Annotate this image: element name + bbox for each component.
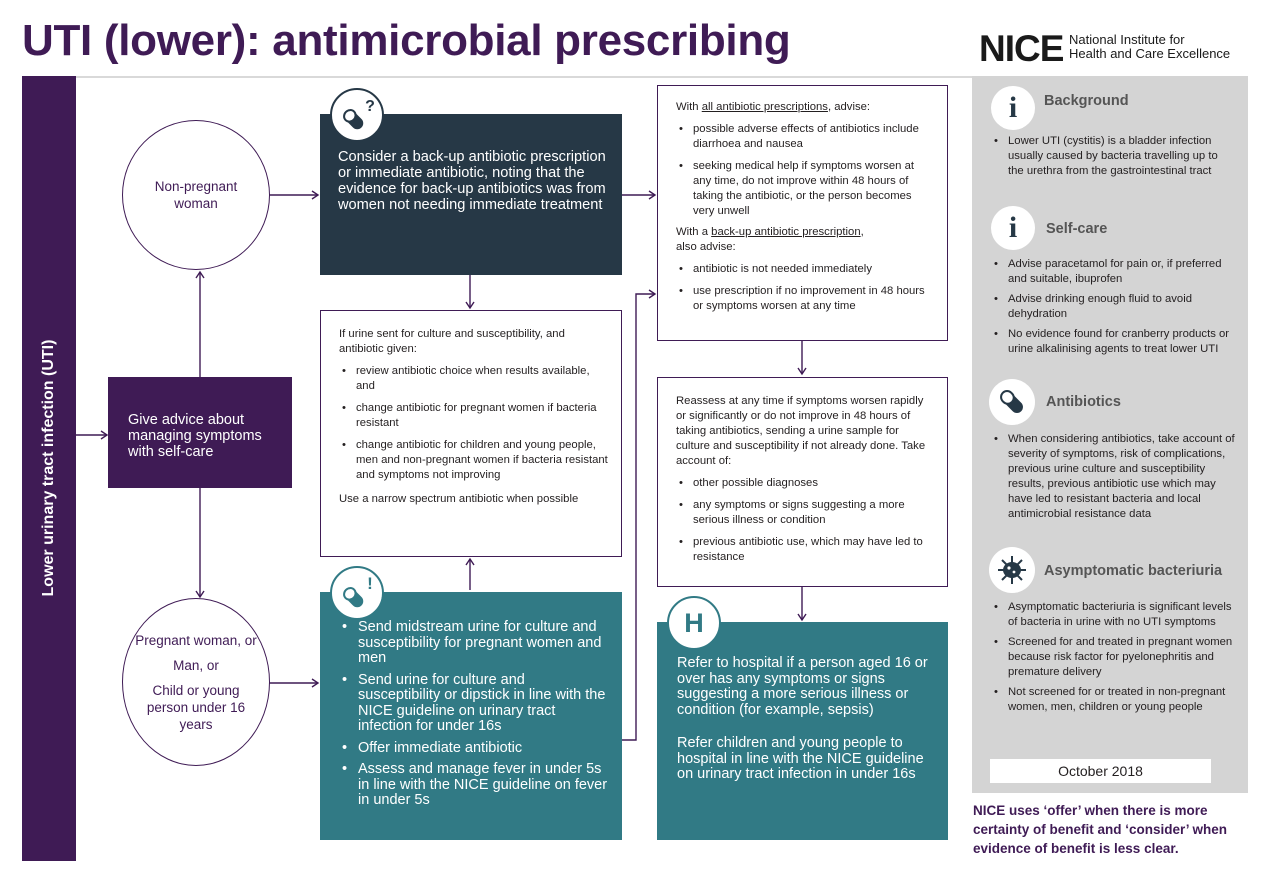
advise-all-item: • seeking medical help if symptoms worsen at any time, do not improve within 48 hours of taking the antibiotic, or the person becomes very unwell <box>676 159 935 219</box>
culture-footer: Use a narrow spectrum antibiotic when possible <box>339 493 579 505</box>
self-care-heading: Self-care <box>1046 221 1108 237</box>
bacteria-icon <box>989 547 1035 593</box>
capsule-icon <box>989 379 1035 425</box>
node-hospital <box>657 622 948 840</box>
send-urine-item: • Offer immediate antibiotic <box>338 741 610 757</box>
send-urine-list <box>338 620 610 809</box>
hospital-icon: H <box>667 596 721 650</box>
backup-text: Consider a back-up antibiotic prescription or immediate antibiotic, noting that the evidence for back-up antibiotics was from women not needing immediate treatment <box>338 149 606 213</box>
culture-intro: If urine sent for culture and susceptibility, and antibiotic given: <box>339 328 565 355</box>
arrow-sendurine-to-advise <box>622 294 655 740</box>
antibiotics-list <box>990 427 1235 522</box>
nice-logo: NICE <box>979 28 1064 69</box>
background-heading: Background <box>1044 93 1129 109</box>
node-culture <box>320 310 622 557</box>
advise-backup-line2: also advise: <box>676 241 736 253</box>
advise-all-list <box>676 122 935 219</box>
date-label: October 2018 <box>990 759 1211 783</box>
non-pregnant-label: Non-pregnant woman <box>154 179 238 211</box>
bacteriuria-item: • Asymptomatic bacteriuria is significant levels of bacteria in urine with no UTI symptoms <box>990 600 1235 630</box>
hospital-para1: Refer to hospital if a person aged 16 or over has any symptoms or signs suggesting a more serious illness or condition (for example, sepsis) <box>677 655 928 718</box>
self-care-info-icon: i <box>991 206 1035 250</box>
node-non-pregnant <box>122 120 270 270</box>
reassess-item: • other possible diagnoses <box>676 476 935 491</box>
advise-all-underline: all antibiotic prescriptions <box>701 101 828 113</box>
self-care-label: Give advice about managing symptoms with self-care <box>128 412 262 460</box>
reassess-intro: Reassess at any time if symptoms worsen rapidly or significantly or do not improve in 48 hours of taking antibiotics, sending a urine sample for culture and susceptibility if not already done. Take account of: <box>676 395 926 467</box>
reassess-item: • previous antibiotic use, which may have led to resistance <box>676 535 935 565</box>
bacteria-svg <box>995 553 1029 587</box>
culture-item: • change antibiotic for children and young people, men and non-pregnant women if bacteria resistant and symptoms not improving <box>339 438 609 483</box>
pregnant-line1: Pregnant woman, or <box>135 632 257 648</box>
side-label: Lower urinary tract infection (UTI) <box>40 339 57 597</box>
culture-item: • review antibiotic choice when results available, and <box>339 364 609 394</box>
advise-all-heading <box>676 100 935 115</box>
bacteriuria-heading: Asymptomatic bacteriuria <box>1044 563 1223 579</box>
pill-exclamation-svg <box>337 573 377 613</box>
culture-list <box>339 364 609 483</box>
advise-backup-item: • use prescription if no improvement in 48 hours or symptoms worsen at any time <box>676 284 935 314</box>
footnote: NICE uses ‘offer’ when there is more certainty of benefit and ‘consider’ when evidence of benefit is less clear. <box>973 803 1228 856</box>
bacteriuria-item: • Not screened for or treated in non-pregnant women, men, children or young people <box>990 685 1235 715</box>
self-care-item: • Advise paracetamol for pain or, if preferred and suitable, ibuprofen <box>990 257 1235 287</box>
advise-all-prefix: With <box>676 101 702 113</box>
antibiotics-heading: Antibiotics <box>1046 394 1121 410</box>
self-care-list <box>990 252 1235 357</box>
reassess-list <box>676 476 935 565</box>
nice-name-line1: National Institute for <box>1069 32 1185 47</box>
node-pregnant <box>122 598 270 766</box>
self-care-item: • Advise drinking enough fluid to avoid dehydration <box>990 292 1235 322</box>
node-advise <box>657 85 948 341</box>
node-self-care <box>108 377 292 488</box>
advise-all-suffix: , advise: <box>827 101 871 113</box>
advise-backup-prefix: With a <box>676 226 712 238</box>
nice-name-line2: Health and Care Excellence <box>1069 46 1231 61</box>
antibiotics-item: • When considering antibiotics, take account of severity of symptoms, risk of complications, previous urine culture and susceptibility results, previous antibiotic use which may have led to resistant bacteria and local antimicrobial resistance data <box>990 432 1235 522</box>
send-urine-item: • Assess and manage fever in under 5s in line with the NICE guideline on fever in under 5s <box>338 762 610 809</box>
pregnant-line2: Man, or <box>173 657 219 673</box>
node-send-urine <box>320 592 622 840</box>
exclamation-mark: ! <box>367 574 373 593</box>
advise-backup-heading <box>676 225 935 240</box>
pregnant-line3: Child or young person under 16 years <box>146 682 246 732</box>
page-title: UTI (lower): antimicrobial prescribing <box>22 16 791 65</box>
reassess-item: • any symptoms or signs suggesting a more serious illness or condition <box>676 498 935 528</box>
hospital-para2: Refer children and young people to hospital in line with the NICE guideline on urinary tract infection in under 16s <box>677 735 924 782</box>
self-care-item: • No evidence found for cranberry products or urine alkalinising agents to treat lower UTI <box>990 327 1235 357</box>
pill-question-svg <box>337 95 377 135</box>
advise-backup-item: • antibiotic is not needed immediately <box>676 262 935 277</box>
info-icon: i <box>991 86 1035 130</box>
culture-item: • change antibiotic for pregnant women if bacteria resistant <box>339 401 609 431</box>
bacteriuria-list <box>990 595 1235 715</box>
node-reassess <box>657 377 948 587</box>
advise-backup-suffix: , <box>860 226 864 238</box>
background-list <box>990 129 1235 179</box>
background-item: • Lower UTI (cystitis) is a bladder infection usually caused by bacteria travelling up to the urethra from the gastrointestinal tract <box>990 134 1235 179</box>
question-mark: ? <box>365 98 375 115</box>
pill-question-icon <box>330 88 384 142</box>
advise-all-item: • possible adverse effects of antibiotics include diarrhoea and nausea <box>676 122 935 152</box>
advise-backup-list <box>676 262 935 314</box>
advise-backup-underline: back-up antibiotic prescription <box>711 226 861 238</box>
send-urine-item: • Send midstream urine for culture and susceptibility for pregnant women and men <box>338 620 610 667</box>
pill-exclamation-icon <box>330 566 384 620</box>
bacteriuria-item: • Screened for and treated in pregnant women because risk factor for pyelonephritis and premature delivery <box>990 635 1235 680</box>
send-urine-item: • Send urine for culture and susceptibility or dipstick in line with the NICE guideline on urinary tract infection for under 16s <box>338 673 610 735</box>
capsule-svg <box>995 385 1029 419</box>
